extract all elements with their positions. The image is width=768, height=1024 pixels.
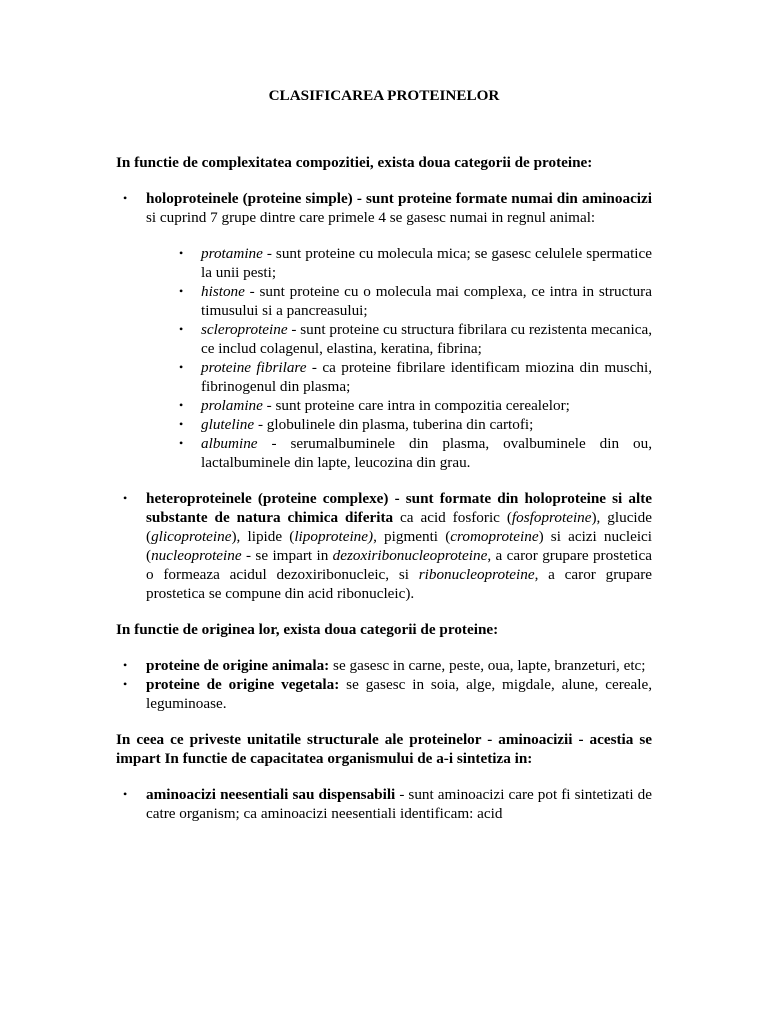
heteroproteins-bold: heteroproteinele (proteine complexe) - sunt formate din holoproteine si alte substante de natura chimica diferita: [146, 490, 652, 526]
hetero-text: , pigmenti (: [373, 528, 451, 545]
list-item: [146, 396, 652, 415]
section-heading-complexity: In functie de complexitatea compozitiei, exista doua categorii de proteine:: [116, 154, 593, 171]
holoproteins-text: si cuprind 7 grupe dintre care primele 4 se gasesc numai in regnul animal:: [146, 209, 596, 226]
list-item: [146, 358, 652, 396]
page-title: CLASIFICAREA PROTEINELOR: [268, 87, 500, 104]
origin-list: [116, 656, 652, 713]
item-text: se gasesc in carne, peste, oua, lapte, branzeturi, etc;: [329, 657, 646, 674]
item-desc: - globulinele din plasma, tuberina din cartofi;: [254, 416, 534, 433]
item-desc: - sunt proteine cu structura fibrilara cu rezistenta mecanica, ce includ colagenul, elastina, keratina, fibrina;: [201, 321, 652, 357]
hetero-text: - se impart in: [241, 547, 333, 564]
list-item: [146, 320, 652, 358]
item-term: histone: [201, 283, 245, 300]
hetero-text: ), lipide (: [231, 528, 295, 545]
item-text: - sunt aminoacizi care pot fi sintetizati de catre organism; ca aminoacizi neesentiali identificam: acid: [146, 786, 652, 822]
hetero-text: ) si acizi nucleici (: [146, 528, 652, 564]
item-term: albumine: [201, 435, 258, 452]
item-desc: - ca proteine fibrilare identificam miozina din muschi, fibrinogenul din plasma;: [201, 359, 652, 395]
list-item: [146, 282, 652, 320]
item-desc: - serumalbuminele din plasma, ovalbuminele din ou, lactalbuminele din lapte, leucozina din grau.: [201, 435, 652, 471]
hetero-term: lipoproteine): [294, 528, 374, 545]
hetero-term: dezoxiribonucleoproteine: [332, 547, 488, 564]
hetero-term: glicoproteine: [151, 528, 232, 545]
list-item-heteroproteins: [116, 489, 652, 603]
hetero-text: ca acid fosforic (: [393, 509, 512, 526]
list-item-holoproteins: [116, 189, 652, 472]
list-item: [146, 244, 652, 282]
hetero-text: , a caror grupare prostetica o formeaza acidul dezoxiribonucleic, si: [146, 547, 652, 583]
item-desc: - sunt proteine care intra in compozitia cerealelor;: [262, 397, 570, 414]
hetero-text: ), glucide (: [146, 509, 652, 545]
item-text: se gasesc in soia, alge, migdale, alune, cereale, leguminoase.: [146, 676, 652, 712]
hetero-term: nucleoproteine: [151, 547, 242, 564]
item-bold: proteine de origine animala:: [146, 657, 330, 674]
item-bold: aminoacizi neesentiali sau dispensabili: [146, 786, 396, 803]
list-item-animal: [116, 656, 652, 675]
item-term: prolamine: [201, 397, 263, 414]
holoproteins-sublist: [146, 244, 652, 472]
item-bold: proteine de origine vegetala:: [146, 676, 340, 693]
hetero-term: ribonucleoproteine: [418, 566, 535, 583]
item-term: protamine: [201, 245, 263, 262]
hetero-term: fosfoproteine: [511, 509, 592, 526]
item-desc: - sunt proteine cu molecula mica; se gasesc celulele spermatice la unii pesti;: [201, 245, 652, 281]
aminoacids-list: [116, 785, 652, 823]
hetero-term: cromoproteine: [450, 528, 539, 545]
list-item: [146, 415, 652, 434]
holoproteins-bold: holoproteinele (proteine simple) - sunt proteine formate numai din aminoacizi: [146, 190, 652, 207]
item-term: proteine fibrilare: [201, 359, 307, 376]
list-item-vegetal: [116, 675, 652, 713]
item-desc: - sunt proteine cu o molecula mai complexa, ce intra in structura timusului si a pancreasului;: [201, 283, 652, 319]
section-heading-origin: In functie de originea lor, exista doua categorii de proteine:: [116, 621, 499, 638]
section-heading-aminoacids: In ceea ce priveste unitatile structurale ale proteinelor - aminoacizii - acestia se impart In functie de capacitatea organismului de a-i sintetiza in:: [116, 731, 652, 767]
item-term: scleroproteine: [201, 321, 288, 338]
list-item-nonessential: [116, 785, 652, 823]
hetero-text: , a caror grupare prostetica se compune din acid ribonucleic).: [146, 566, 652, 602]
document-body: [116, 153, 652, 840]
complexity-list: [116, 189, 652, 603]
item-term: gluteline: [201, 416, 255, 433]
list-item: [146, 434, 652, 472]
